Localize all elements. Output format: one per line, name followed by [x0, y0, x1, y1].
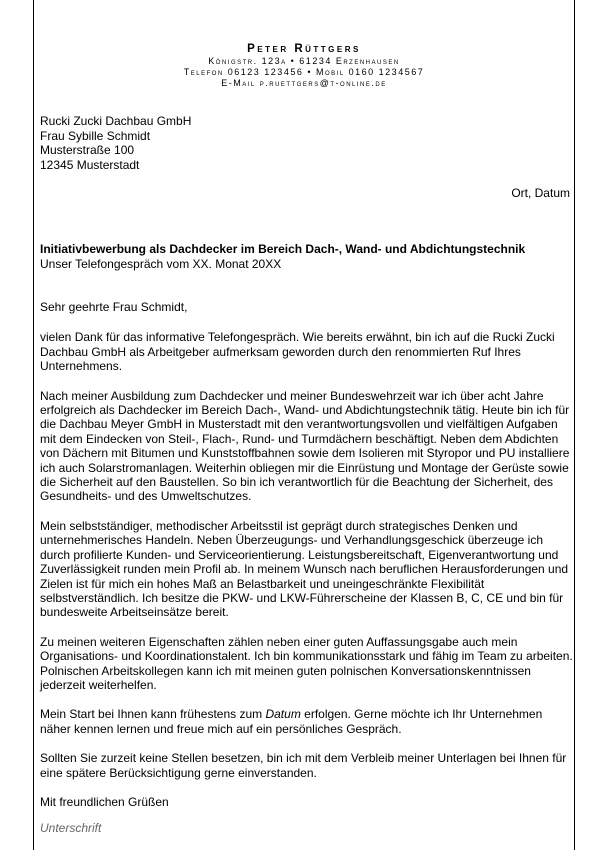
- letter-body: [40, 300, 574, 836]
- paragraph-4: Zu meinen weiteren Eigenschaften zählen neben einer guten Auffassungsgabe auch mein Organisations- und Koordinationstalent. Ich bin kommunikationsstark und fähig im Team zu arbeiten. Polnischen Arbeitskollegen kann ich mit meinen guten polnischen Konversationskenntnissen jederzeit weiterhelfen.: [40, 634, 573, 692]
- recipient-city: 12345 Musterstadt: [40, 157, 140, 172]
- signature: Unterschrift: [40, 821, 102, 836]
- recipient-address: [40, 114, 191, 172]
- recipient-contact: Frau Sybille Schmidt: [40, 128, 151, 143]
- paragraph-5-end: erfolgen. Gerne möchte ich Ihr Unternehmen näher kennen lernen und freue mich auf ein persönliches Gespräch.: [40, 707, 543, 736]
- paragraph-1: vielen Dank für das informative Telefongespräch. Wie bereits erwähnt, bin ich auf die Rucki Zucki Dachbau GmbH als Arbeitgeber aufmerksam geworden durch den renommierten Ruf Ihres Unternehmens.: [40, 330, 555, 374]
- paragraph-6: Sollten Sie zurzeit keine Stellen besetzen, bin ich mit dem Verbleib meiner Unterlagen bei Ihnen für eine spätere Berücksichtigung gerne einverstanden.: [40, 751, 567, 780]
- sender-address: Königstr. 123a • 61234 Erzenhausen: [208, 56, 400, 66]
- closing: Mit freundlichen Grüßen: [40, 794, 169, 809]
- paragraph-5: [40, 707, 574, 736]
- sender-name: Peter Rüttgers: [247, 43, 361, 55]
- start-date-placeholder: Datum: [265, 707, 301, 722]
- paragraph-2: Nach meiner Ausbildung zum Dachdecker und meiner Bundeswehrzeit war ich über acht Jahre erfolgreich als Dachdecker im Bereich Dach-, Wand- und Abdichtungstechnik tätig. Heute bin ich für die Dachbau Meyer GmbH in Musterstadt mit den verantwortungsvollen und vielfältigen Aufgaben mit dem Eindecken von Steil-, Flach-, Rund- und Turmdächern beschäftigt. Neben dem Abdichten von Dächern mit Bitumen und Kunststoffbahnen sowie dem Isolieren mit Styropor und PU installiere ich auch Solarstromanlagen. Weiterhin obliegen mir die Einrüstung und Montage der Gerüste sowie die Sicherheit auf den Baustellen. So bin ich verantwortlich für die Beachtung der Sicherheit, des Gesundheits- und des Umweltschutzes.: [40, 388, 570, 504]
- salutation: Sehr geehrte Frau Schmidt,: [40, 300, 188, 314]
- subject-title: Initiativbewerbung als Dachdecker im Bereich Dach-, Wand- und Abdichtungstechnik: [40, 242, 526, 256]
- recipient-street: Musterstraße 100: [40, 143, 135, 157]
- page-border-left: [33, 0, 34, 850]
- subject-block: [40, 242, 574, 272]
- page-border-right: [574, 0, 575, 850]
- sender-email: E-Mail p.ruettgers@t-online.de: [221, 78, 387, 88]
- paragraph-5-start: Mein Start bei Ihnen kann frühestens zum: [40, 707, 266, 722]
- sender-phone: Telefon 06123 123456 • Mobil 0160 1234567: [183, 67, 425, 77]
- place-date: Ort, Datum: [511, 186, 570, 200]
- subject-reference: Unser Telefongespräch vom XX. Monat 20XX: [40, 257, 282, 271]
- paragraph-3: Mein selbstständiger, methodischer Arbeitsstil ist geprägt durch strategisches Denken und unternehmerisches Handeln. Neben Überzeugungs- und Verhandlungsgeschick überzeuge ich durch profilierte Kunden- und Serviceorientierung. Leistungsbereitschaft, Eigenverantwortung und Zuverlässigkeit runden mein Profil ab. In meinem Wunsch nach beruflichen Herausforderungen und Zielen ist für mich ein hohes Maß an Belastbarkeit und uneingeschränkte Flexibilität selbstverständlich. Ich besitze die PKW- und LKW-Führerscheine der Klassen B, C, CE und bin für bundesweite Arbeitseinsätze bereit.: [40, 518, 569, 620]
- recipient-company: Rucki Zucki Dachbau GmbH: [40, 114, 192, 128]
